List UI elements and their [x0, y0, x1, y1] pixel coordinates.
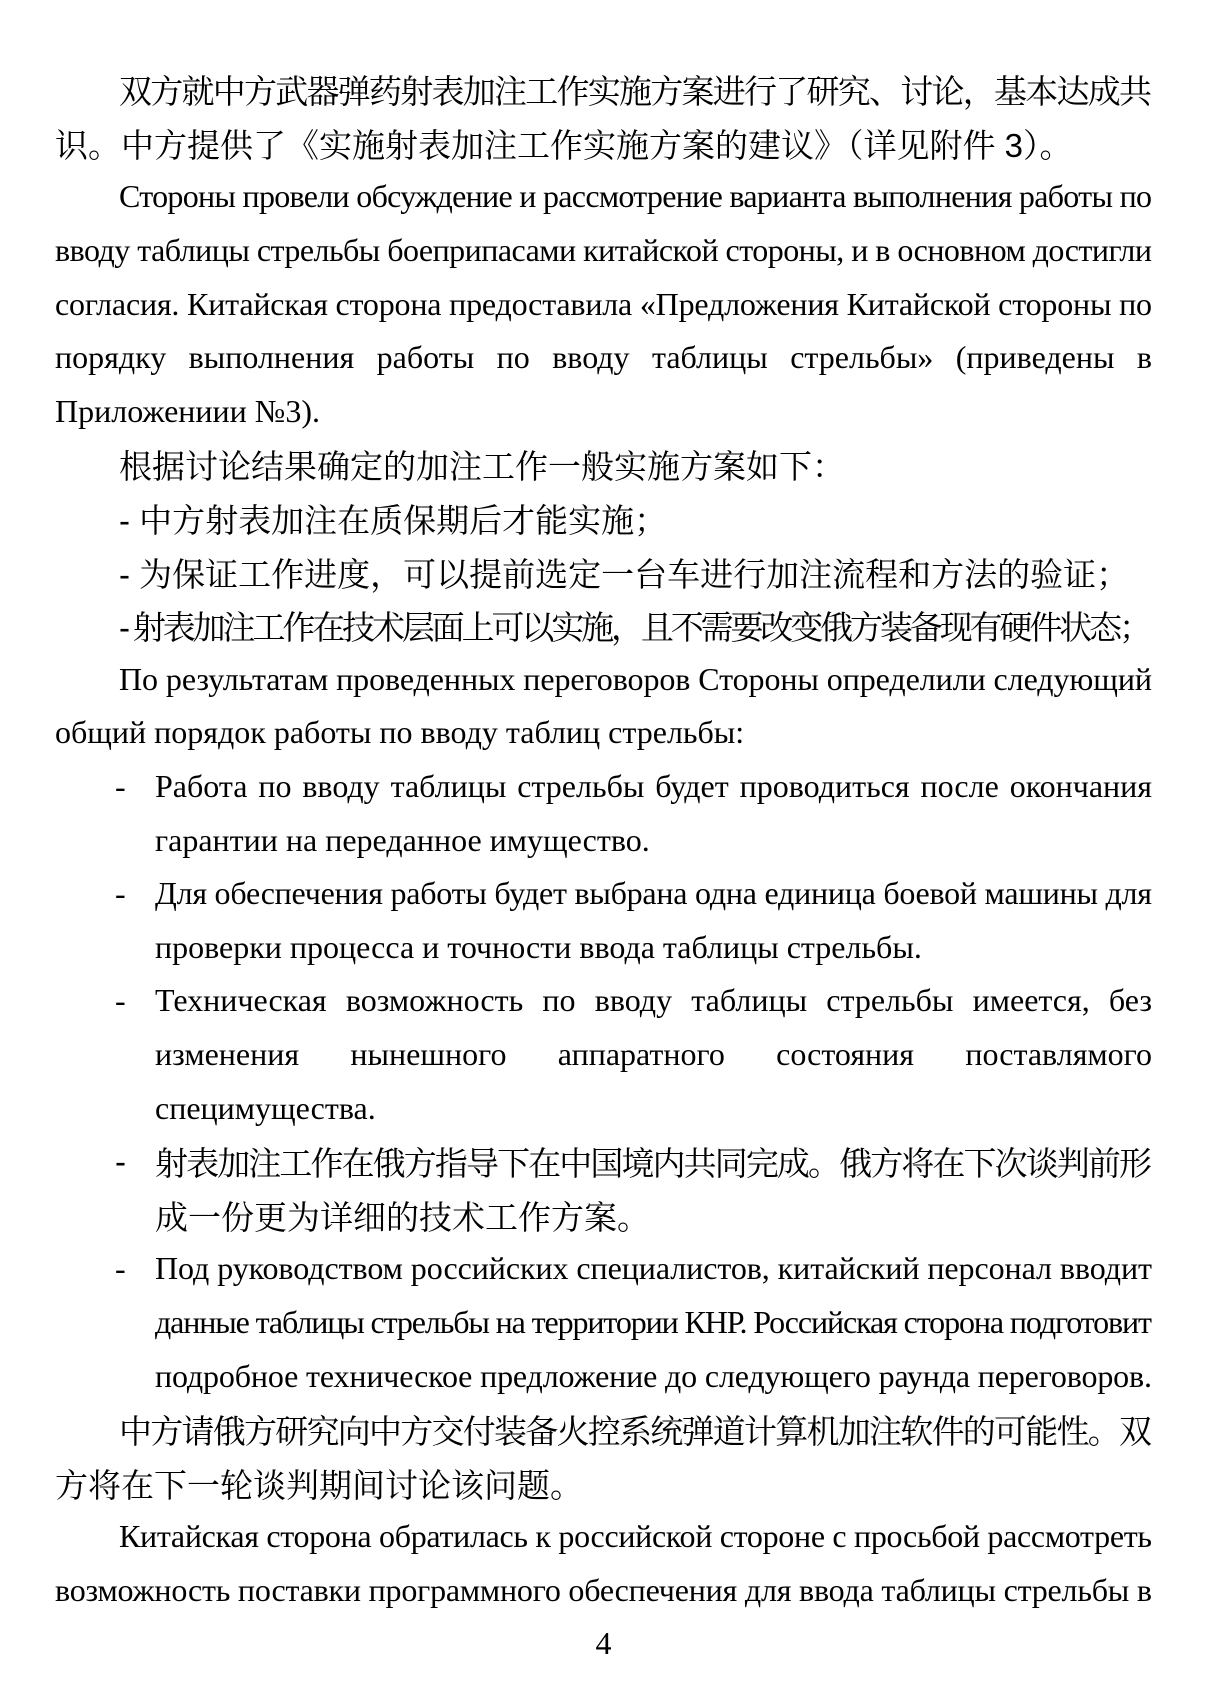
- document-body: [55, 63, 1152, 1617]
- text-run: проверки процесса и точности ввода таблицы стрельбы.: [155, 928, 922, 965]
- text-run: порядку выполнения работы по вводу таблицы стрельбы» (приведены в: [55, 339, 1152, 376]
- text-run: согласия. Китайская сторона предоставила «Предложения Китайской стороны по: [55, 285, 1152, 322]
- text-run: - 为保证工作进度，可以提前选定一台车进行加注流程和方法的验证；: [119, 555, 1130, 593]
- text-run: - 中方射表加注在质保期后才能实施；: [119, 502, 668, 540]
- text-run: данные таблицы стрельбы на территории КНР. Российская сторона подготовит: [155, 1303, 1151, 1340]
- text-run: 中方请俄方研究向中方交付装备火控系统弹道计算机加注软件的可能性。双: [119, 1413, 1151, 1451]
- text-run: Стороны провели обсуждение и рассмотрение варианта выполнения работы по: [119, 178, 1152, 215]
- text-line: [55, 117, 1152, 171]
- list-dash: -: [115, 768, 126, 805]
- text-run: 成一份更为详细的技术工作方案。: [155, 1198, 650, 1236]
- text-run: - 射表加注工作在技术层面上可以实施，且不需要改变俄方装备现有硬件状态；: [119, 609, 1149, 647]
- text-run: Под руководством российских специалистов, китайский персонал вводит: [155, 1250, 1152, 1287]
- text-line: [55, 1296, 1152, 1350]
- text-line: [55, 277, 1152, 331]
- text-line: [55, 921, 1152, 975]
- text-line: [55, 1028, 1152, 1082]
- text-line: [55, 385, 1152, 439]
- text-run: специмущества.: [155, 1089, 376, 1126]
- text-line: [55, 545, 1152, 599]
- text-line: [55, 1510, 1152, 1564]
- text-line: [55, 1188, 1152, 1242]
- text-line: [55, 1135, 1152, 1189]
- text-run: Для обеспечения работы будет выбрана одна единица боевой машины для: [155, 875, 1152, 912]
- list-dash: -: [115, 982, 126, 1019]
- text-run: По результатам проведенных переговоров Стороны определили следующий: [119, 660, 1152, 697]
- text-line: [55, 1456, 1152, 1510]
- text-line: [55, 1349, 1152, 1403]
- text-run: подробное техническое предложение до следующего раунда переговоров.: [155, 1357, 1152, 1394]
- text-line: [55, 492, 1152, 546]
- text-line: [55, 1564, 1152, 1618]
- text-line: [55, 1403, 1152, 1457]
- text-run: 方将在下一轮谈判期间讨论该问题。: [55, 1466, 583, 1504]
- text-line: [55, 438, 1152, 492]
- text-run: Приложениии №3).: [55, 392, 320, 429]
- text-run: Техническая возможность по вводу таблицы стрельбы имеется, без: [155, 982, 1152, 1019]
- text-line: [55, 599, 1152, 653]
- text-line: [55, 170, 1152, 224]
- text-line: [55, 63, 1152, 117]
- text-run: 双方就中方武器弹药射表加注工作实施方案进行了研究、讨论，基本达成共: [119, 73, 1151, 111]
- text-run: вводу таблицы стрельбы боеприпасами китайской стороны, и в основном достигли: [55, 232, 1152, 269]
- text-line: [55, 813, 1152, 867]
- text-line: [55, 867, 1152, 921]
- text-run: изменения нынешного аппаратного состояния поставлямого: [155, 1035, 1152, 1072]
- text-run: возможность поставки программного обеспечения для ввода таблицы стрельбы в: [55, 1571, 1152, 1608]
- text-run: гарантии на переданное имущество.: [155, 821, 650, 858]
- text-line: [55, 1081, 1152, 1135]
- text-line: [55, 331, 1152, 385]
- text-line: [55, 224, 1152, 278]
- list-dash: -: [115, 1250, 126, 1287]
- text-run: 识。中方提供了《实施射表加注工作实施方案的建议》（详见附件 3）。: [55, 126, 1073, 164]
- text-line: [55, 1242, 1152, 1296]
- page-number: 4: [595, 1625, 612, 1662]
- list-dash: -: [115, 1142, 126, 1180]
- text-line: [55, 706, 1152, 760]
- text-run: общий порядок работы по вводу таблиц стрельбы:: [55, 714, 745, 751]
- text-run: 射表加注工作在俄方指导下在中国境内共同完成。俄方将在下次谈判前形: [155, 1145, 1151, 1183]
- text-run: Работа по вводу таблицы стрельбы будет проводиться после окончания: [155, 768, 1152, 805]
- text-run: 根据讨论结果确定的加注工作一般实施方案如下：: [119, 448, 845, 486]
- text-line: [55, 653, 1152, 707]
- text-run: Китайская сторона обратилась к российской стороне с просьбой рассмотреть: [119, 1518, 1152, 1555]
- text-line: [55, 760, 1152, 814]
- list-dash: -: [115, 875, 126, 912]
- text-line: [55, 974, 1152, 1028]
